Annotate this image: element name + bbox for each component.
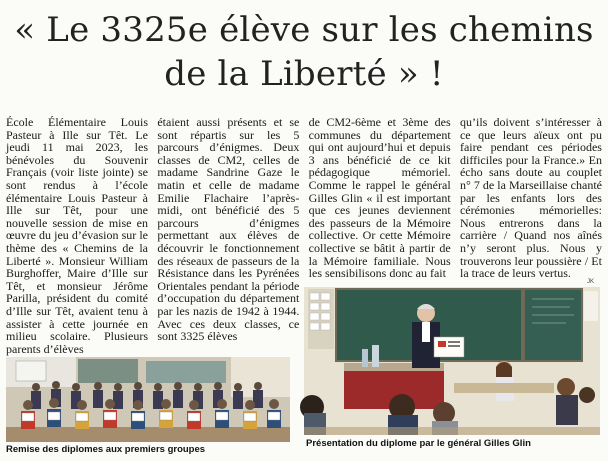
photo1-caption: Remise des diplomes aux premiers groupes — [6, 444, 206, 455]
classroom-group-illustration — [6, 357, 290, 442]
classroom-group-photo — [6, 357, 290, 442]
article-column-3 — [309, 116, 451, 286]
headline — [0, 8, 608, 96]
photo-credit: JK — [586, 279, 594, 285]
article-text-4: qu’ils doivent s’intéresser à ce que leurs aïeux ont pu faire pendant ces périodes difficiles pour la France.» En écho sans doute au couplet n° 7 de la Marseillaise chanté par les enfants lors des cérémonies mémorielles: Nous entrerons dans la carrière / Quand nos aînés n’y seront plus. Nous y trouverons leur poussière / Et la trace de leurs vertus. — [459, 115, 602, 281]
diploma-presentation-photo — [304, 287, 600, 435]
article-text-2: étaient aussi présents et se sont répartis sur les 5 parcours d’énigmes. Deux classes de CM2, celles de madame Sandrine Gaze le matin et celle de madame Emilie Flachaire l’après-midi, ont bénéficié des 5 parcours d’énigmes permettant aux élèves de découvrir le fonctionnement des réseaux de passeurs de la Résistance dans les Pyrénées Orientales pendant la période d’occupation du département par les nazis de 1942 à 1944. Avec ces deux classes, ce sont 3325 élèves — [157, 115, 300, 344]
photo2-caption: Présentation du diplome par le général Gilles Glin — [306, 438, 531, 449]
headline-line-2: de la Liberté » ! — [164, 54, 444, 94]
article-body — [6, 115, 602, 356]
headline-line-1: « Le 3325e élève sur les chemins — [14, 10, 594, 50]
article-text-1: École Élémentaire Louis Pasteur à Ille sur Têt. Le jeudi 11 mai 2023, les bénévoles du Souvenir Français (voir liste jointe) se sont rendus à l’école élémentaire Louis Pasteur à Ille sur Têt, pour une nouvelle session de mise en œuvre du jeu d’évasion sur le thème des « Chemins de la Liberté ». Monsieur William Burghoffer, Maire d’Ille sur Têt, et monsieur Jérôme Parilla, président du comité d’Ille sur Têt, avaient tenu à assister à cette journée en milieu scolaire. Plusieurs parents d’élèves — [6, 115, 148, 356]
diploma-presentation-illustration — [304, 287, 600, 435]
article-column-4 — [460, 116, 602, 286]
article-column-1 — [6, 115, 148, 356]
article-column-2 — [157, 115, 300, 344]
article-text-3: de CM2-6ème et 3ème des communes du département qui ont aujourd’hui et depuis 3 ans bénéficié de ce kit pédagogique mémoriel. Comme le rappel le général Gilles Glin « il est important que ces jeunes deviennent des passeurs de la Mémoire collective. Or cette Mémoire collective se bâtit à partir de la Mémoire familiale. Nous les sensibilisons donc au fait — [308, 115, 451, 281]
